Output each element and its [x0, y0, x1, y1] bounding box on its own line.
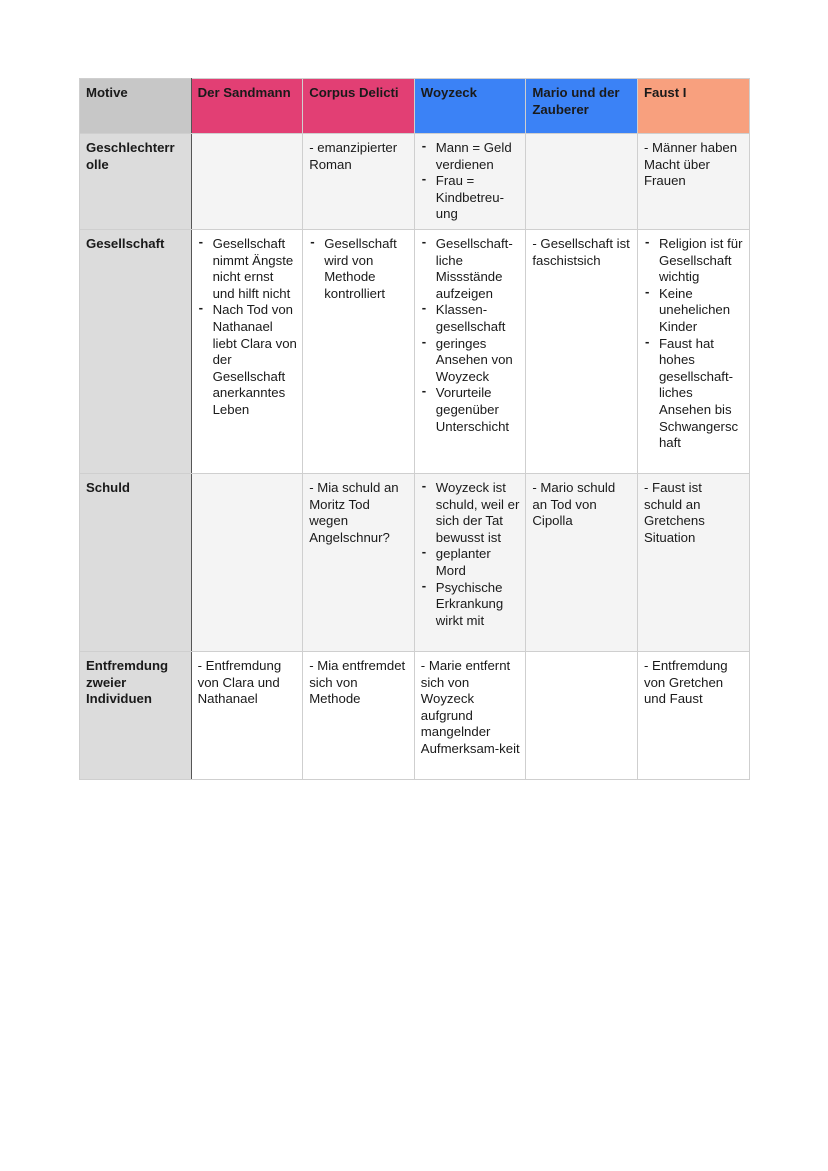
- list-item: - Nach Tod von Nathanael liebt Clara von der Gesellschaft anerkanntes Leben: [198, 302, 298, 418]
- cell-geschlechterrolle-corpus: - emanzipierter Roman: [303, 134, 415, 230]
- cell-gesellschaft-mario: - Gesellschaft ist faschistsich: [526, 229, 638, 473]
- table-row-geschlechterrolle: [80, 134, 750, 230]
- row-label-schuld: Schuld: [80, 473, 192, 651]
- header-faust-i: Faust I: [637, 79, 749, 134]
- header-mario-und-der-zauberer: Mario und der Zauberer: [526, 79, 638, 134]
- cell-gesellschaft-sandmann: [191, 229, 303, 473]
- list-item: - Frau = Kindbetreu-ung: [421, 173, 521, 223]
- cell-geschlechterrolle-woyzeck: [414, 134, 526, 230]
- list-item: - Mann = Geld verdienen: [421, 140, 521, 173]
- table-header: [80, 79, 750, 134]
- list-schuld-woyzeck: [421, 480, 521, 629]
- cell-geschlechterrolle-mario: [526, 134, 638, 230]
- cell-geschlechterrolle-faust: - Männer haben Macht über Frauen: [637, 134, 749, 230]
- header-row: [80, 79, 750, 134]
- list-item: - Gesellschaft-liche Missstände aufzeigen: [421, 236, 521, 302]
- header-der-sandmann: Der Sandmann: [191, 79, 303, 134]
- motive-comparison-table: [79, 78, 750, 780]
- list-item: - geringes Ansehen von Woyzeck: [421, 336, 521, 386]
- cell-geschlechterrolle-sandmann: [191, 134, 303, 230]
- cell-schuld-sandmann: [191, 473, 303, 651]
- cell-gesellschaft-woyzeck: [414, 229, 526, 473]
- list-item: - Vorurteile gegenüber Unterschicht: [421, 385, 521, 435]
- cell-gesellschaft-corpus: [303, 229, 415, 473]
- header-corpus-delicti: Corpus Delicti: [303, 79, 415, 134]
- row-label-entfremdung: Entfremdung zweier Individuen: [80, 651, 192, 779]
- cell-schuld-corpus: - Mia schuld an Moritz Tod wegen Angelschnur?: [303, 473, 415, 651]
- cell-gesellschaft-faust: [637, 229, 749, 473]
- list-gesellschaft-sandmann: [198, 236, 298, 419]
- table-body: [80, 134, 750, 780]
- cell-schuld-faust: - Faust ist schuld an Gretchens Situation: [637, 473, 749, 651]
- list-item: - Klassen-gesellschaft: [421, 302, 521, 335]
- table-row-gesellschaft: [80, 229, 750, 473]
- list-item: - Faust hat hohes gesellschaft-liches Ansehen bis Schwangersc haft: [644, 336, 744, 452]
- list-geschlechterrolle-woyzeck: [421, 140, 521, 223]
- list-item: - geplanter Mord: [421, 546, 521, 579]
- list-item: - Religion ist für Gesellschaft wichtig: [644, 236, 744, 286]
- header-motive: Motive: [80, 79, 192, 134]
- list-gesellschaft-woyzeck: [421, 236, 521, 435]
- list-item: - Keine unehelichen Kinder: [644, 286, 744, 336]
- cell-entfremdung-faust: - Entfremdung von Gretchen und Faust: [637, 651, 749, 779]
- header-woyzeck: Woyzeck: [414, 79, 526, 134]
- list-gesellschaft-corpus: [309, 236, 409, 302]
- cell-entfremdung-mario: [526, 651, 638, 779]
- list-item: - Psychische Erkrankung wirkt mit: [421, 580, 521, 630]
- cell-schuld-woyzeck: [414, 473, 526, 651]
- row-label-geschlechterrolle: Geschlechterr olle: [80, 134, 192, 230]
- cell-schuld-mario: - Mario schuld an Tod von Cipolla: [526, 473, 638, 651]
- cell-entfremdung-woyzeck: - Marie entfernt sich von Woyzeck aufgrund mangelnder Aufmerksam-keit: [414, 651, 526, 779]
- row-label-gesellschaft: Gesellschaft: [80, 229, 192, 473]
- list-item: - Gesellschaft nimmt Ängste nicht ernst und hilft nicht: [198, 236, 298, 302]
- cell-entfremdung-sandmann: - Entfremdung von Clara und Nathanael: [191, 651, 303, 779]
- list-item: - Woyzeck ist schuld, weil er sich der Tat bewusst ist: [421, 480, 521, 546]
- list-gesellschaft-faust: [644, 236, 744, 452]
- table-row-entfremdung: [80, 651, 750, 779]
- table-row-schuld: [80, 473, 750, 651]
- cell-entfremdung-corpus: - Mia entfremdet sich von Methode: [303, 651, 415, 779]
- list-item: - Gesellschaft wird von Methode kontrolliert: [309, 236, 409, 302]
